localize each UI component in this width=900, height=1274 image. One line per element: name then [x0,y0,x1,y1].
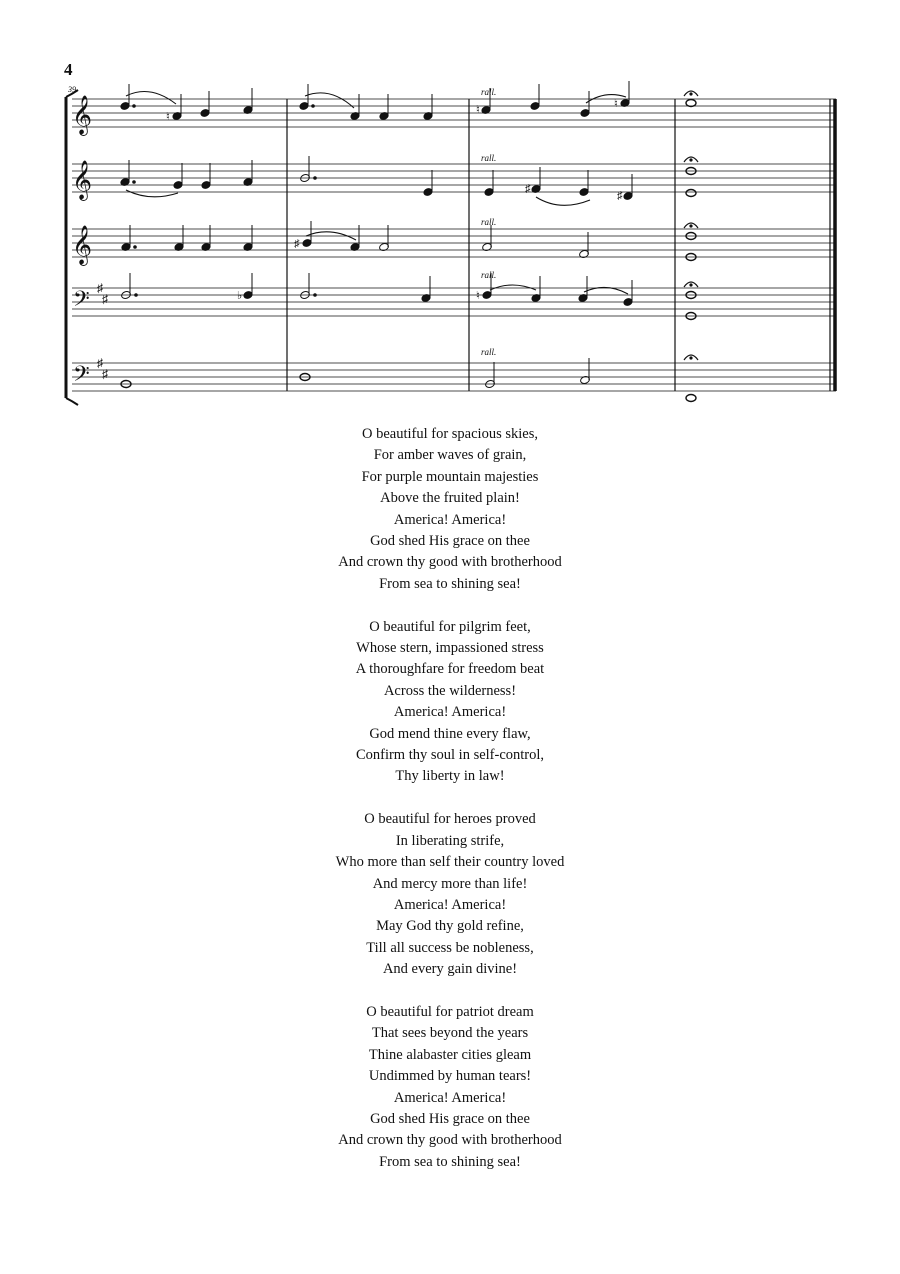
lyric-line: God mend thine every flaw, [369,725,531,742]
lyric-line: O beautiful for patriot dream [366,1003,534,1020]
music-score [0,0,900,410]
rall-marking: rall. [481,347,497,357]
staff-lines-1 [72,99,836,127]
treble-clef-icon: 𝄞 [72,225,93,265]
lyric-line: That sees beyond the years [371,1025,529,1042]
lyric-line: Confirm thy soul in self-control, [355,747,545,764]
sharp-icon: ♯ [97,281,103,295]
bass-clef-icon: 𝄢 [73,362,90,392]
staff-lines-2 [72,164,836,192]
note [686,190,696,197]
lyric-line: In liberating strife, [395,832,505,849]
clefs [72,95,108,392]
lyrics-block [0,424,900,1195]
lyric-line: Undimmed by human tears! [368,1068,532,1085]
lyric-line: Above the fruited plain! [380,490,520,507]
notes [120,81,696,402]
lyric-line: May God thy gold refine, [376,918,524,935]
lyric-line: America! America! [393,511,507,528]
verse-3 [0,809,900,980]
lyric-line: And crown thy good with brotherhood [338,1132,562,1149]
slurs [126,92,628,295]
treble-clef-icon: 𝄞 [72,160,93,200]
lyric-line: O beautiful for heroes proved [364,811,536,828]
lyric-line: And crown thy good with brotherhood [338,554,562,571]
sharp-icon: ♯ [525,183,531,195]
lyric-line: From sea to shining sea! [379,1153,521,1170]
note [686,395,696,402]
lyric-line: America! America! [393,896,507,913]
lyric-line: America! America! [393,1089,507,1106]
natural-icon: ♮ [614,98,618,110]
verse-1 [0,424,900,595]
rall-marking: rall. [481,270,497,280]
lyric-line: Whose stern, impassioned stress [356,640,544,657]
lyric-line: O beautiful for pilgrim feet, [369,618,531,635]
lyric-line: Thy liberty in law! [395,768,505,785]
lyric-line: Till all success be nobleness, [366,939,534,956]
page-number: 4 [64,60,73,79]
lyric-line: God shed His grace on thee [370,533,530,550]
staff-lines-4 [72,288,836,316]
lyric-line: And every gain divine! [382,961,518,978]
natural-icon: ♮ [476,290,480,302]
lyric-line: Thine alabaster cities gleam [368,1046,532,1063]
lyric-line: And mercy more than life! [372,875,528,892]
lyric-line: Across the wilderness! [383,682,517,699]
sharp-icon: ♯ [102,367,108,381]
sharp-icon: ♯ [294,238,300,250]
lyric-line: Who more than self their country loved [335,854,565,871]
natural-icon: ♮ [476,104,480,116]
lyric-line: For amber waves of grain, [373,447,527,464]
sharp-icon: ♯ [102,292,108,306]
lyric-line: For purple mountain majesties [361,468,539,485]
verse-4 [0,1002,900,1173]
bass-clef-icon: 𝄢 [73,287,90,317]
note [686,100,696,107]
rall-marking: rall. [481,87,497,97]
flat-icon: ♭ [237,290,243,302]
measure-number: 39 [68,85,76,94]
lyric-line: A thoroughfare for freedom beat [355,661,545,678]
treble-clef-icon: 𝄞 [72,95,93,135]
rall-marking: rall. [481,217,497,227]
sharp-icon: ♯ [617,190,623,202]
lyric-line: O beautiful for spacious skies, [362,426,538,442]
natural-icon: ♮ [166,111,170,123]
bracket-bottom-hook [66,398,78,405]
staff-lines-3 [72,229,836,257]
barlines [287,99,835,391]
rall-marking: rall. [481,153,497,163]
lyric-line: America! America! [393,704,507,721]
verse-2 [0,617,900,788]
lyric-line: From sea to shining sea! [379,575,521,592]
lyric-line: God shed His grace on thee [370,1110,530,1127]
sharp-icon: ♯ [97,356,103,370]
staff-lines-5 [72,363,836,391]
